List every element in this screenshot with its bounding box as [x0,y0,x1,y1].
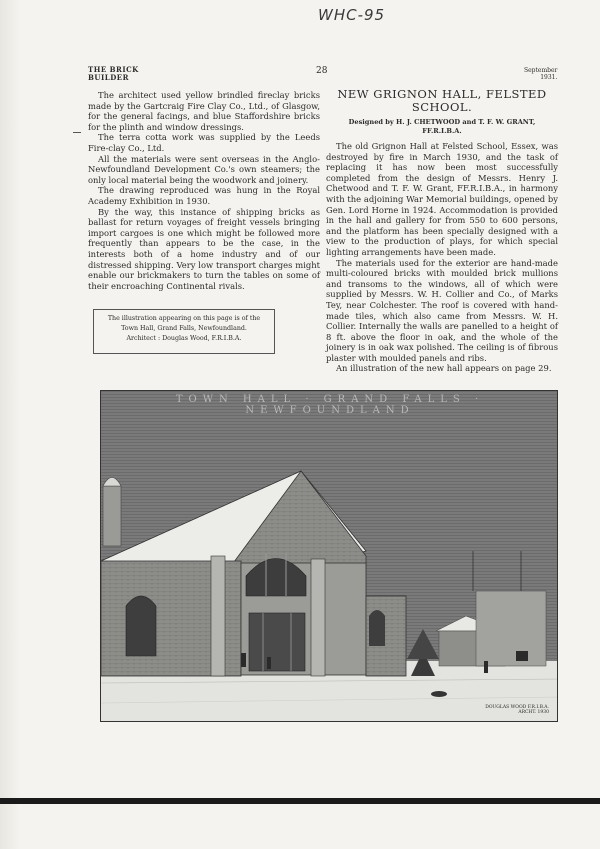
article-paragraph: An illustration of the new hall appears on page 29. [336,363,552,374]
scan-edge-shadow [0,0,20,849]
article-paragraph: The old Grignon Hall at Felsted School, Essex, was destroyed by fire in March 1930, and the task of replacing it has now been most successfully completed from the design of Messrs. Henry J. Chetwood and T. F. W. Grant, FF.R.I.B.A., in harmony with the adjoining War Memorial buildings, opened by Gen. Lord Horne in 1924. Accommodation is provided in the hall and gallery for from 550 to 600 persons, and the platform has been specially designed with a view to the production of plays, for which special lighting arrangements have been made. [326,141,558,257]
issue-date-year: 1931. [540,74,558,81]
publication-name-line2: BUILDER [88,73,129,82]
scan-film-strip [0,798,600,804]
article-title-line2: SCHOOL. [411,100,473,114]
figure [241,653,246,667]
left-turret [103,486,121,546]
sleigh [516,651,528,661]
publication-name [88,66,139,82]
left-paragraph: All the materials were sent overseas in the Anglo-Newfoundland Development Co.'s own steamers; the only local material being the woodwork and joinery. [88,153,320,185]
town-hall-drawing [101,391,558,722]
signature-line: DOUGLAS WOOD F.R.I.B.A. [485,705,549,710]
signature-line: ARCHT. 1930 [518,710,549,715]
caption-line: Architect : Douglas Wood, F.R.I.B.A. [126,335,242,343]
left-paragraph: The architect used yellow brindled fireclay bricks made by the Gartcraig Fire Clay Co., Ltd., of Glasgow, for the general facings, and blue Staffordshire bricks for the plinth and window dressings. [88,90,320,132]
pilaster [311,559,325,676]
issue-date-month: September [524,67,558,74]
main-entrance [249,613,305,671]
figure [267,657,271,669]
issue-date [524,67,557,81]
left-paragraph: The terra cotta work was supplied by the Leeds Fire-clay Co., Ltd. [88,132,320,153]
left-paragraph: By the way, this instance of shipping bricks as ballast for return voyages of freight vessels bringing import cargoes is one which might be followed more frequently than appears to be the case, in the interests both of a home industry and of our distressed shipping. Very low transport charges might enable our brickmakers to turn the tables on some of their encroaching Continental rivals. [88,206,320,291]
article-credit-line1: Designed by H. J. CHETWOOD and T. F. W. GRANT, [348,118,536,126]
town-hall-illustration [100,390,558,722]
article-title-line1: NEW GRIGNON HALL, FELSTED [337,87,547,101]
right-arched-window [369,610,385,646]
pilaster [211,556,225,676]
figure [484,661,488,673]
distant-building [476,591,546,666]
caption-line: The illustration appearing on this page is of the [107,315,261,322]
dog [431,691,447,697]
publication-name-line1: THE BRICK [88,65,139,74]
architect-signature [485,705,549,715]
left-arched-window [126,596,156,656]
page-number: 28 [316,66,328,76]
handwritten-annotation: WHC-95 [318,6,386,24]
left-column-text [88,90,320,291]
article-credit-line2: FF.R.I.B.A. [422,126,462,135]
left-paragraph: The drawing reproduced was hung in the Royal Academy Exhibition in 1930. [88,185,320,206]
article-paragraph: The materials used for the exterior are hand-made multi-coloured bricks with moulded brick mullions and transoms to the windows, all of which were supplied by Messrs. W. H. Collier and Co., of Marks Tey, near Colchester. The roof is covered with hand-made tiles, which also came from Messrs. W. H. Collier. Internally the walls are panelled to a height of 8 ft. above the floor in oak, and the whole of the joinery is in oak wax polished. The ceiling is of fibrous plaster with moulded panels and ribs. [326,257,558,363]
article-credit [326,118,558,135]
caption-line: Town Hall, Grand Falls, Newfoundland. [121,325,247,333]
article-column [326,88,558,374]
article-title [326,88,558,114]
scan-margin-mark [73,132,81,133]
illustration-caption-box [93,309,275,354]
illustration-title: TOWN HALL · GRAND FALLS · NEWFOUNDLAND [175,394,485,416]
